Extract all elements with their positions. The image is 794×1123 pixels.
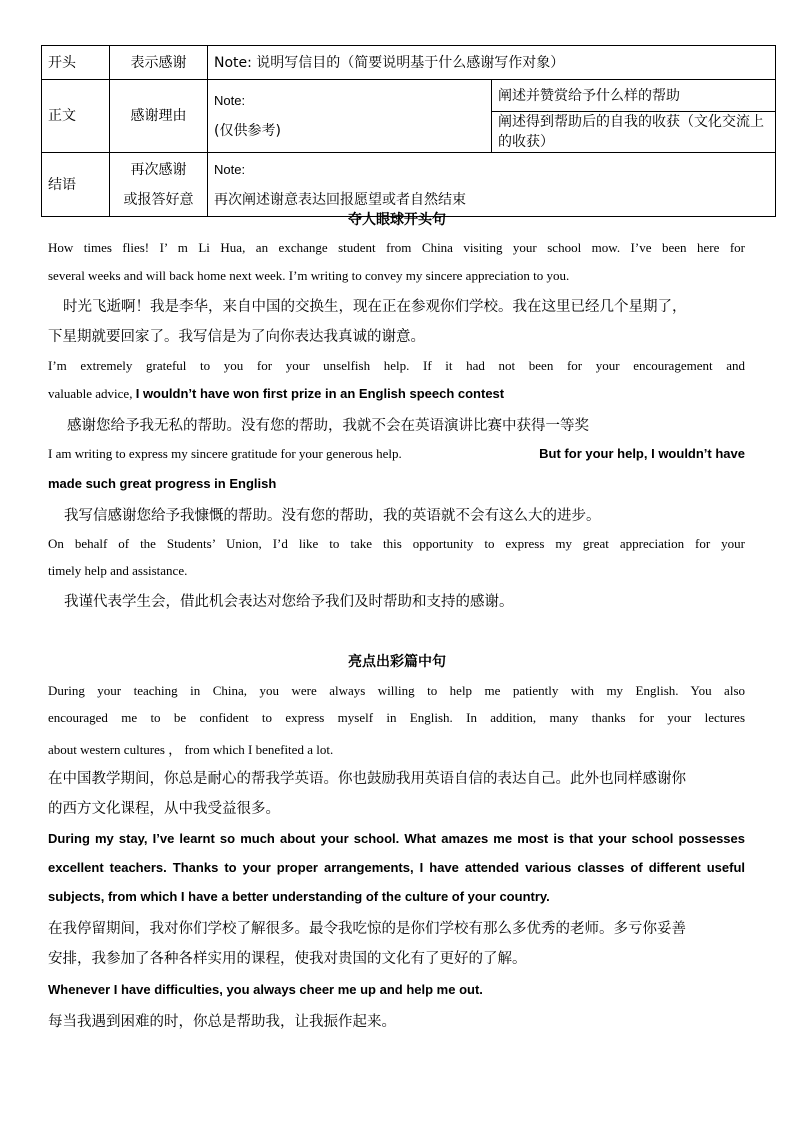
table-row-body: [42, 80, 776, 112]
example-english-line: [48, 446, 745, 462]
table-row-closing: [42, 153, 776, 217]
note-cell: [208, 46, 776, 80]
note-label: Note:: [214, 161, 246, 177]
note-text: Note: 说明写信目的（简要说明基于什么感谢写作对象）: [214, 54, 565, 71]
example-english: valuable advice,: [48, 386, 136, 401]
example-chinese: 我写信感谢您给予我慷慨的帮助。没有您的帮助，我的英语就不会有这么大的进步。: [64, 508, 601, 524]
example-english: encouraged me to be confident to express myself in English. In addition, many thanks for your lectures: [48, 710, 745, 725]
example-english: On behalf of the Students’ Union, I’d like to take this opportunity to express my great appreciation for your: [48, 536, 745, 551]
example-chinese: 时光飞逝啊！我是李华，来自中国的交换生，现在正在参观你们学校。我在这里已经几个星期了，: [63, 299, 687, 315]
example-english: I am writing to express my sincere gratitude for your generous help.: [48, 446, 402, 461]
example-chinese: 感谢您给予我无私的帮助。没有您的帮助，我就不会在英语演讲比赛中获得一等奖: [67, 418, 589, 434]
example-chinese: 下星期就要回家了。我写信是为了向你表达我真诚的谢意。: [48, 329, 425, 345]
purpose-line: 或报答好意: [123, 191, 194, 208]
letter-outline-table: [41, 45, 776, 217]
purpose-cell: [110, 153, 208, 217]
example-english-highlight: subjects, from which I have a better understanding of the culture of your country.: [48, 889, 550, 904]
example-chinese: 在中国教学期间，你总是耐心的帮我学英语。你也鼓励我用英语自信的表达自己。此外也同样感谢你: [48, 771, 686, 787]
note-sub: (仅供参考): [214, 123, 281, 139]
section-cell: 正文: [42, 80, 110, 153]
note-label: Note:: [214, 93, 246, 108]
note-cell: [208, 80, 492, 153]
example-english-highlight: excellent teachers. Thanks to your proper arrangements, I have attended various classes of different useful: [48, 860, 745, 875]
section-title: 夺人眼球开头句: [348, 212, 446, 228]
table-row-opening: [42, 46, 776, 80]
example-english: timely help and assistance.: [48, 563, 188, 578]
example-chinese: 的西方文化课程，从中我受益很多。: [48, 801, 280, 817]
purpose-cell: 表示感谢: [110, 46, 208, 80]
section-cell: 结语: [42, 153, 110, 217]
section-cell: 开头: [42, 46, 110, 80]
example-english-highlight: During my stay, I’ve learnt so much about your school. What amazes me most is that your school possesses: [48, 831, 745, 846]
example-english: During your teaching in China, you were always willing to help me patiently with my English. You also: [48, 683, 745, 698]
example-chinese: 我谨代表学生会，借此机会表达对您给予我们及时帮助和支持的感谢。: [64, 594, 514, 610]
example-english-highlight: I wouldn’t have won first prize in an English speech contest: [135, 386, 505, 401]
note-cell: [208, 153, 776, 217]
example-chinese: 每当我遇到困难的时，你总是帮助我，让我振作起来。: [48, 1014, 396, 1030]
example-chinese: 在我停留期间，我对你们学校了解很多。最令我吃惊的是你们学校有那么多优秀的老师。多亏你妥善: [48, 921, 686, 937]
purpose-line: 再次感谢: [130, 161, 187, 178]
example-english: How times flies! I’ m Li Hua, an exchange student from China visiting your school mow. I’ve been here for: [48, 240, 745, 255]
example-english: several weeks and will back home next week. I’m writing to convey my sincere appreciation to you.: [48, 268, 570, 283]
point-cell: 阐述并赞赏给予什么样的帮助: [492, 80, 776, 112]
example-chinese: 安排，我参加了各种各样实用的课程，使我对贵国的文化有了更好的了解。: [48, 951, 527, 967]
note-text: 再次阐述谢意表达回报愿望或者自然结束: [214, 191, 466, 208]
purpose-cell: 感谢理由: [110, 80, 208, 153]
point-cell: 阐述得到帮助后的自我的收获（文化交流上的收获）: [492, 112, 776, 153]
example-english-highlight: But for your help, I wouldn’t have: [539, 446, 745, 461]
section-title: 亮点出彩篇中句: [348, 654, 446, 670]
example-english-highlight: made such great progress in English: [48, 476, 277, 491]
example-english-line: [48, 386, 504, 402]
example-english: about western cultures ， from which I benefited a lot.: [48, 742, 334, 757]
example-english-highlight: Whenever I have difficulties, you always cheer me up and help me out.: [48, 982, 483, 997]
example-english: I’m extremely grateful to you for your unselfish help. If it had not been for your encouragement and: [48, 358, 745, 373]
